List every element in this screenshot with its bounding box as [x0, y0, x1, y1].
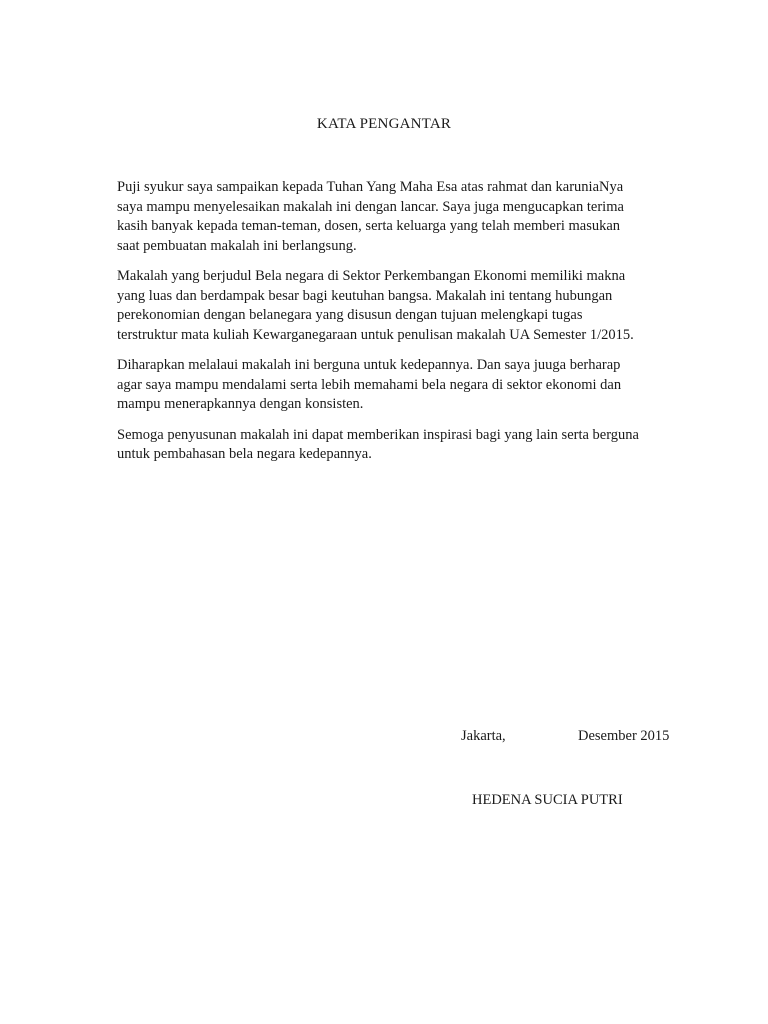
- text-line: Diharapkan melalaui makalah ini berguna untuk kedepannya. Dan saya juuga berharap: [117, 357, 621, 373]
- text-line: Semoga penyusunan makalah ini dapat memberikan inspirasi bagi yang lain serta berguna: [117, 426, 639, 443]
- document-title: KATA PENGANTAR: [316, 116, 452, 132]
- text-line: Puji syukur saya sampaikan kepada Tuhan Yang Maha Esa atas rahmat dan karuniaNya: [117, 179, 624, 195]
- text-line: untuk pembahasan bela negara kedepannya.: [117, 446, 372, 462]
- closing-date: Desember 2015: [578, 728, 670, 744]
- text-line: perekonomian dengan belanegara yang disusun dengan tujuan melengkapi tugas: [117, 307, 583, 323]
- signer-name: HEDENA SUCIA PUTRI: [472, 792, 623, 808]
- paragraph-4: [117, 426, 697, 465]
- text-line: terstruktur mata kuliah Kewarganegaraan untuk penulisan makalah UA Semester 1/2015.: [117, 326, 634, 343]
- paragraph-1: [117, 178, 697, 256]
- text-line: agar saya mampu mendalami serta lebih memahami bela negara di sektor ekonomi dan: [117, 376, 622, 393]
- document-body: [117, 178, 697, 476]
- text-line: saat pembuatan makalah ini berlangsung.: [117, 237, 357, 254]
- text-line: saya mampu menyelesaikan makalah ini dengan lancar. Saya juga mengucapkan terima: [117, 198, 624, 215]
- text-line: mampu menerapkannya dengan konsisten.: [117, 396, 364, 412]
- closing-place: Jakarta,: [461, 728, 506, 744]
- paragraph-2: [117, 267, 697, 345]
- text-line: kasih banyak kepada teman-teman, dosen, serta keluarga yang telah memberi masukan: [117, 218, 621, 234]
- text-line: yang luas dan berdampak besar bagi keutuhan bangsa. Makalah ini tentang hubungan: [117, 287, 613, 304]
- text-line: Makalah yang berjudul Bela negara di Sektor Perkembangan Ekonomi memiliki makna: [117, 268, 626, 284]
- paragraph-3: [117, 356, 697, 415]
